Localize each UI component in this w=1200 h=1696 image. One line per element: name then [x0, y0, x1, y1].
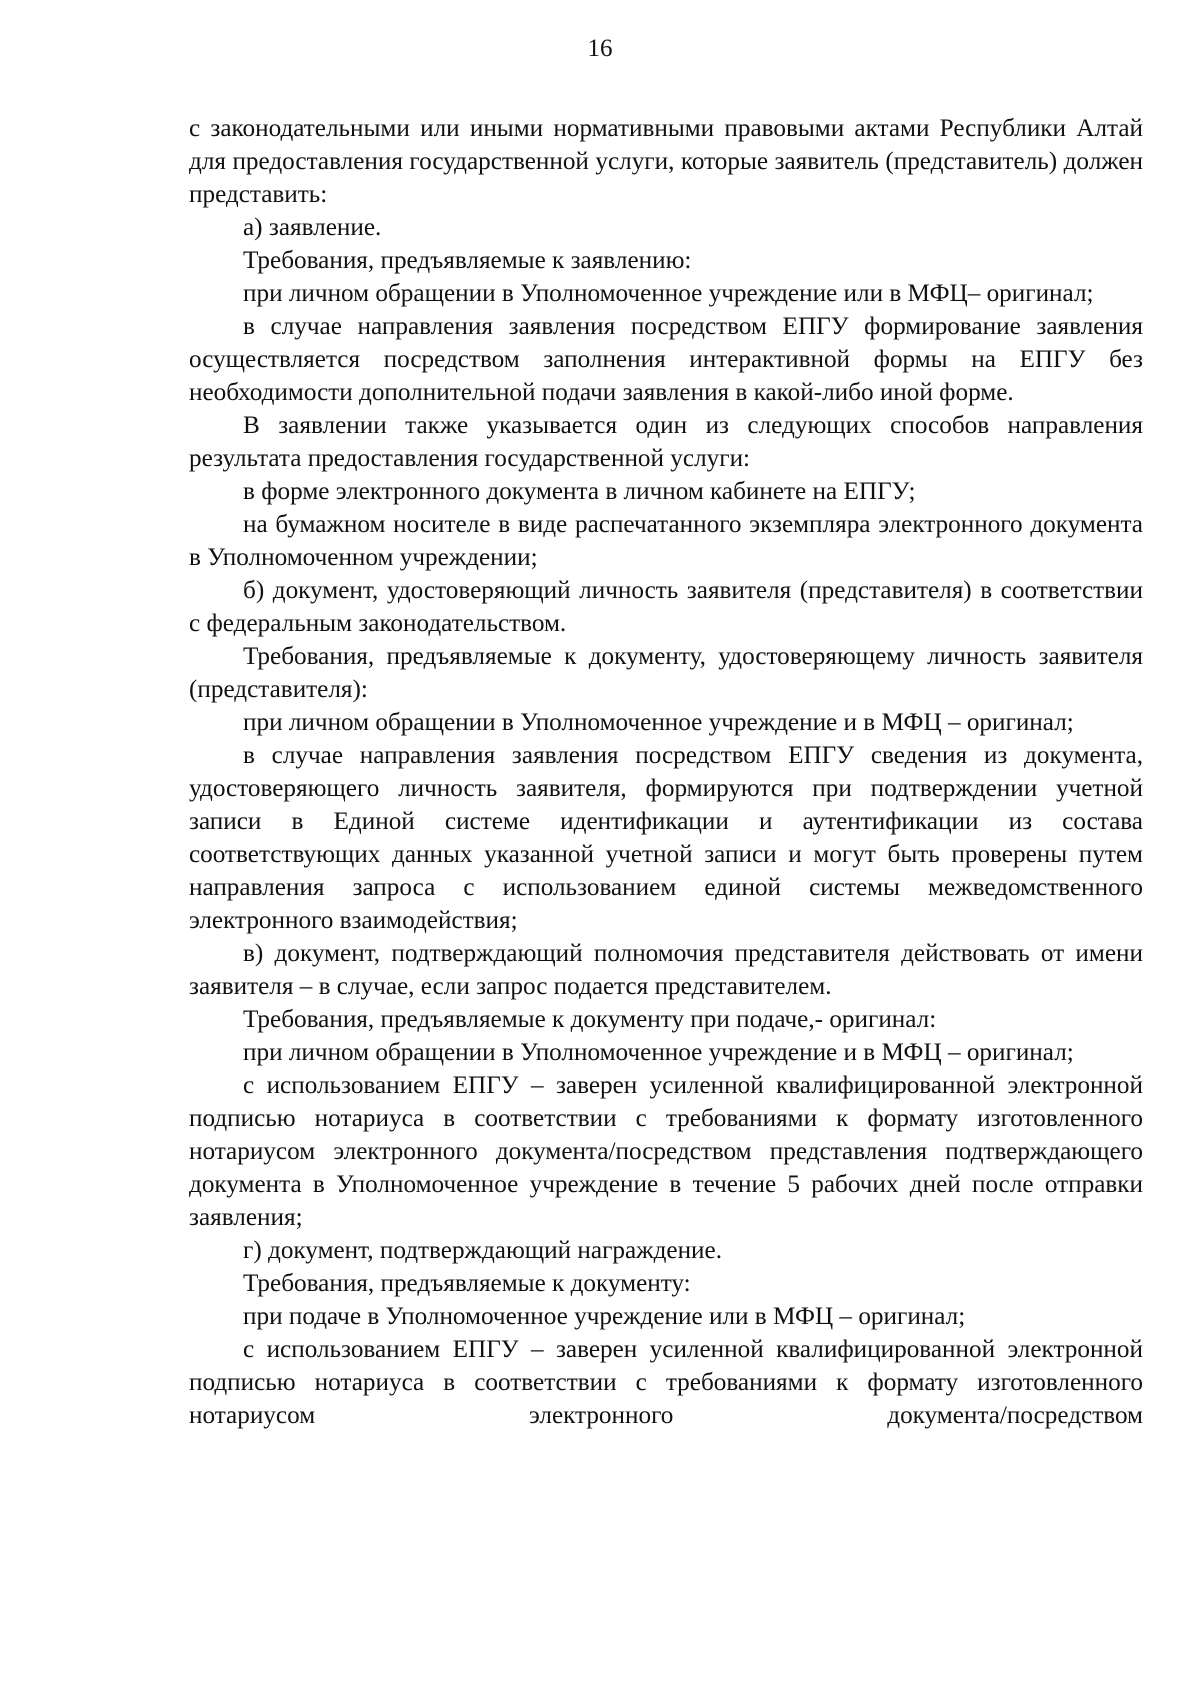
paragraph: г) документ, подтверждающий награждение.: [243, 1237, 723, 1264]
paragraph: при личном обращении в Уполномоченное учреждение или в МФЦ– оригинал;: [243, 280, 1094, 307]
paragraph: в случае направления заявления посредством ЕПГУ сведения из документа, удостоверяющего личность заявителя, формируются при подтверждении учетной записи в Единой системе идентификации и аутентификации из состава соответствующих данных указанной учетной записи и могут быть проверены путем направления запроса с использованием единой системы межведомственного электронного взаимодействия;: [189, 742, 1143, 934]
paragraph: Требования, предъявляемые к документу при подаче,- оригинал:: [243, 1006, 937, 1033]
document-body: [189, 112, 1143, 1432]
paragraph: с использованием ЕПГУ – заверен усиленной квалифицированной электронной подписью нотариуса в соответствии с требованиями к формату изготовленного нотариусом электронного документа/посредством представления подтверждающего документа в Уполномоченное учреждение в течение 5 рабочих дней после отправки заявления;: [189, 1072, 1143, 1231]
paragraph: с использованием ЕПГУ – заверен усиленной квалифицированной электронной подписью нотариуса в соответствии с требованиями к формату изготовленного нотариусом электронного документа/посредством: [189, 1336, 1143, 1429]
paragraph: В заявлении также указывается один из следующих способов направления результата предоставления государственной услуги:: [189, 412, 1143, 472]
paragraph: в) документ, подтверждающий полномочия представителя действовать от имени заявителя – в случае, если запрос подается представителем.: [189, 940, 1143, 1000]
paragraph: при личном обращении в Уполномоченное учреждение и в МФЦ – оригинал;: [243, 1039, 1074, 1066]
paragraph: Требования, предъявляемые к документу:: [243, 1270, 691, 1297]
paragraph: Требования, предъявляемые к заявлению:: [243, 247, 692, 274]
paragraph: б) документ, удостоверяющий личность заявителя (представителя) в соответствии с федеральным законодательством.: [189, 577, 1143, 637]
paragraph: в форме электронного документа в личном кабинете на ЕПГУ;: [243, 478, 916, 505]
paragraph: при подаче в Уполномоченное учреждение или в МФЦ – оригинал;: [243, 1303, 966, 1330]
paragraph: в случае направления заявления посредством ЕПГУ формирование заявления осуществляется посредством заполнения интерактивной формы на ЕПГУ без необходимости дополнительной подачи заявления в какой-либо иной форме.: [189, 313, 1143, 406]
paragraph: на бумажном носителе в виде распечатанного экземпляра электронного документа в Уполномоченном учреждении;: [189, 511, 1143, 571]
paragraph: Требования, предъявляемые к документу, удостоверяющему личность заявителя (представителя):: [189, 643, 1143, 703]
paragraph: при личном обращении в Уполномоченное учреждение и в МФЦ – оригинал;: [243, 709, 1074, 736]
paragraph: а) заявление.: [243, 214, 382, 241]
paragraph: с законодательными или иными нормативными правовыми актами Республики Алтай для предоставления государственной услуги, которые заявитель (представитель) должен представить:: [189, 115, 1143, 208]
page-number: 16: [587, 35, 613, 62]
